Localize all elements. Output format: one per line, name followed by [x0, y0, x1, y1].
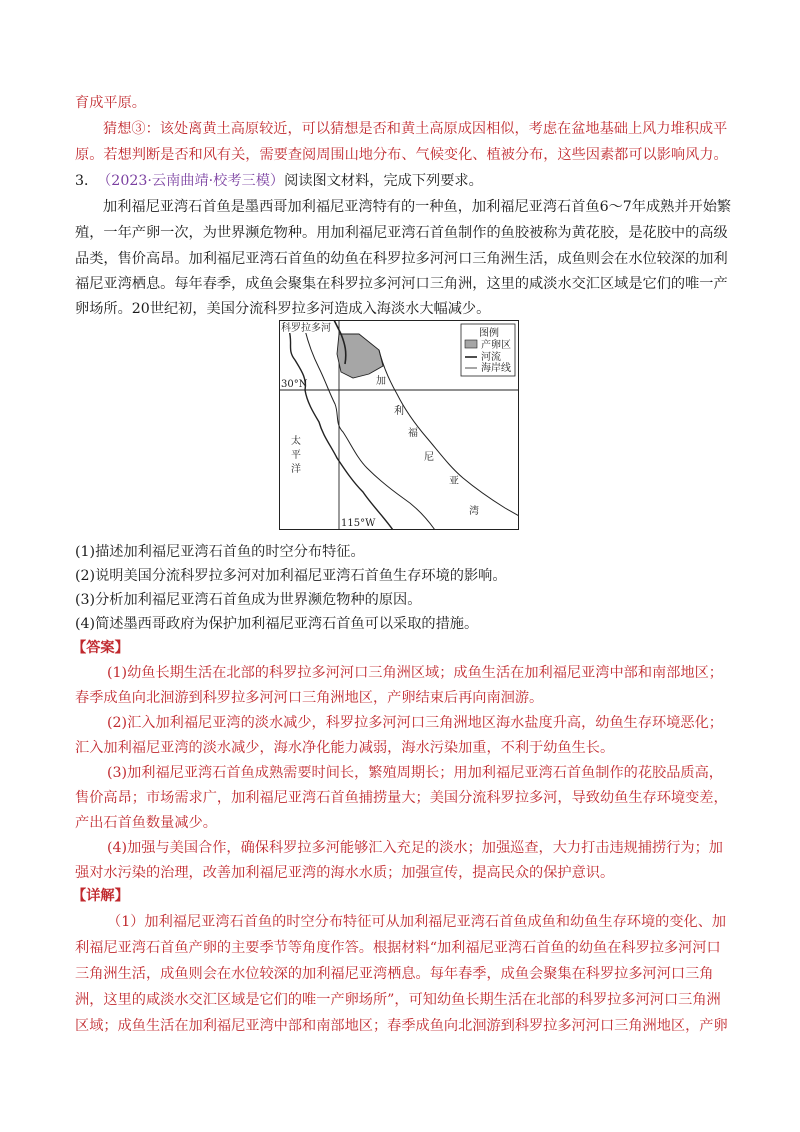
material-line: 殖，一年产卵一次，为世界濒危物种。用加利福尼亚湾石首鱼制作的鱼胶被称为黄花胶，是花胶中的高级 — [75, 225, 728, 241]
legend-title: 图例 — [479, 328, 499, 339]
ocean-label-char: 平 — [291, 450, 301, 461]
subquestion: (3)分析加利福尼亚湾石首鱼成为世界濒危物种的原因。 — [75, 592, 422, 608]
answer-line: 售价高昂；市场需求广，加利福尼亚湾石首鱼捕捞量大；美国分流科罗拉多河，导致幼鱼生存环境变差， — [75, 790, 728, 806]
answer-line: 产出石首鱼数量减少。 — [75, 815, 217, 831]
detail-line: （1）加利福尼亚湾石首鱼的时空分布特征可从加利福尼亚湾石首鱼成鱼和幼鱼生存环境的变化、加 — [107, 914, 727, 930]
gulf-label-char: 尼 — [424, 452, 434, 463]
legend-item-coast: 海岸线 — [481, 363, 511, 374]
answer-heading: 【答案】 — [72, 640, 129, 656]
detail-heading: 【详解】 — [72, 888, 129, 904]
ocean-label-char: 洋 — [291, 464, 301, 475]
legend-item-river: 河流 — [481, 352, 501, 363]
material-line: 福尼亚湾栖息。每年春季，成鱼会聚集在科罗拉多河河口三角洲，这里的咸淡水交汇区域是它们的唯一产 — [75, 276, 728, 292]
guess3-line: 猜想③：该处离黄土高原较近，可以猜想是否和黄土高原成因相似，考虑在盆地基础上风力堆积成平 — [103, 121, 728, 137]
detail-line: 区域；成鱼生活在加利福尼亚湾中部和南部地区；春季成鱼向北洄游到科罗拉多河河口三角洲地区，产卵 — [75, 1018, 728, 1034]
question-number: 3． — [75, 173, 99, 189]
answer-line: 汇入加利福尼亚湾的淡水减少，海水净化能力减弱，海水污染加重，不利于幼鱼生长。 — [75, 740, 615, 756]
detail-line: 利福尼亚湾石首鱼产卵的主要季节等角度作答。根据材料“加利福尼亚湾石首鱼的幼鱼在科罗拉多河河口 — [75, 940, 721, 956]
subquestion: (1)描述加利福尼亚湾石首鱼的时空分布特征。 — [75, 544, 365, 560]
gulf-label-char: 利 — [394, 406, 404, 417]
subquestion: (2)说明美国分流科罗拉多河对加利福尼亚湾石首鱼生存环境的影响。 — [75, 568, 507, 584]
gulf-label-char: 亚 — [449, 476, 459, 487]
guess3-line: 原。若想判断是否和风有关，需要查阅周围山地分布、气候变化、植被分布，这些因素都可以影响风力。 — [75, 147, 728, 163]
question-header — [75, 171, 483, 191]
material-line: 加利福尼亚湾石首鱼是墨西哥加利福尼亚湾特有的一种鱼，加利福尼亚湾石首鱼6～7年成熟并开始繁 — [103, 199, 732, 215]
latitude-label: 30°N — [281, 379, 308, 390]
material-line: 品类，售价高昂。加利福尼亚湾石首鱼的幼鱼在科罗拉多河河口三角洲生活，成鱼则会在水位较深的加利 — [75, 251, 728, 267]
answer-line: (1)幼鱼长期生活在北部的科罗拉多河河口三角洲区域；成鱼生活在加利福尼亚湾中部和南部地区； — [107, 665, 723, 681]
answer-line: 春季成鱼向北洄游到科罗拉多河河口三角洲地区，产卵结束后再向南洄游。 — [75, 690, 544, 706]
river-label: 科罗拉多河 — [281, 323, 331, 334]
detail-line: 洲，这里的咸淡水交汇区域是它们的唯一产卵场所”，可知幼鱼长期生活在北部的科罗拉多河河口三角洲 — [75, 992, 721, 1008]
legend-item-spawn: 产卵区 — [481, 340, 511, 351]
gulf-label-char: 湾 — [469, 506, 479, 517]
continuation-line: 育成平原。 — [75, 95, 146, 111]
legend-spawn-swatch — [465, 340, 477, 348]
gulf-label-char: 福 — [408, 428, 418, 439]
gulf-of-california-map — [279, 320, 519, 530]
gulf-label-char: 加 — [376, 376, 386, 387]
answer-line: (2)汇入加利福尼亚湾的淡水减少，科罗拉多河河口三角洲地区海水盐度升高，幼鱼生存环境恶化； — [107, 715, 723, 731]
detail-line: 三角洲生活，成鱼则会在水位较深的加利福尼亚湾栖息。每年春季，成鱼会聚集在科罗拉多河河口三角 — [75, 966, 714, 982]
material-line: 卵场所。20世纪初，美国分流科罗拉多河造成入海淡水大幅减少。 — [75, 301, 491, 317]
question-instruction: 阅读图文材料，完成下列要求。 — [284, 173, 483, 189]
longitude-label: 115°W — [341, 518, 376, 529]
answer-line: (4)加强与美国合作，确保科罗拉多河能够汇入充足的淡水；加强巡查，大力打击违规捕捞行为；加 — [107, 840, 723, 856]
subquestion: (4)简述墨西哥政府为保护加利福尼亚湾石首鱼可以采取的措施。 — [75, 616, 479, 632]
question-source: （2023·云南曲靖·校考三模） — [104, 173, 285, 189]
answer-line: 强对水污染的治理，改善加利福尼亚湾的海水水质；加强宣传，提高民众的保护意识。 — [75, 865, 615, 881]
ocean-label-char: 太 — [291, 436, 301, 447]
answer-line: (3)加利福尼亚湾石首鱼成熟需要时间长，繁殖周期长；用加利福尼亚湾石首鱼制作的花胶品质高， — [107, 765, 723, 781]
